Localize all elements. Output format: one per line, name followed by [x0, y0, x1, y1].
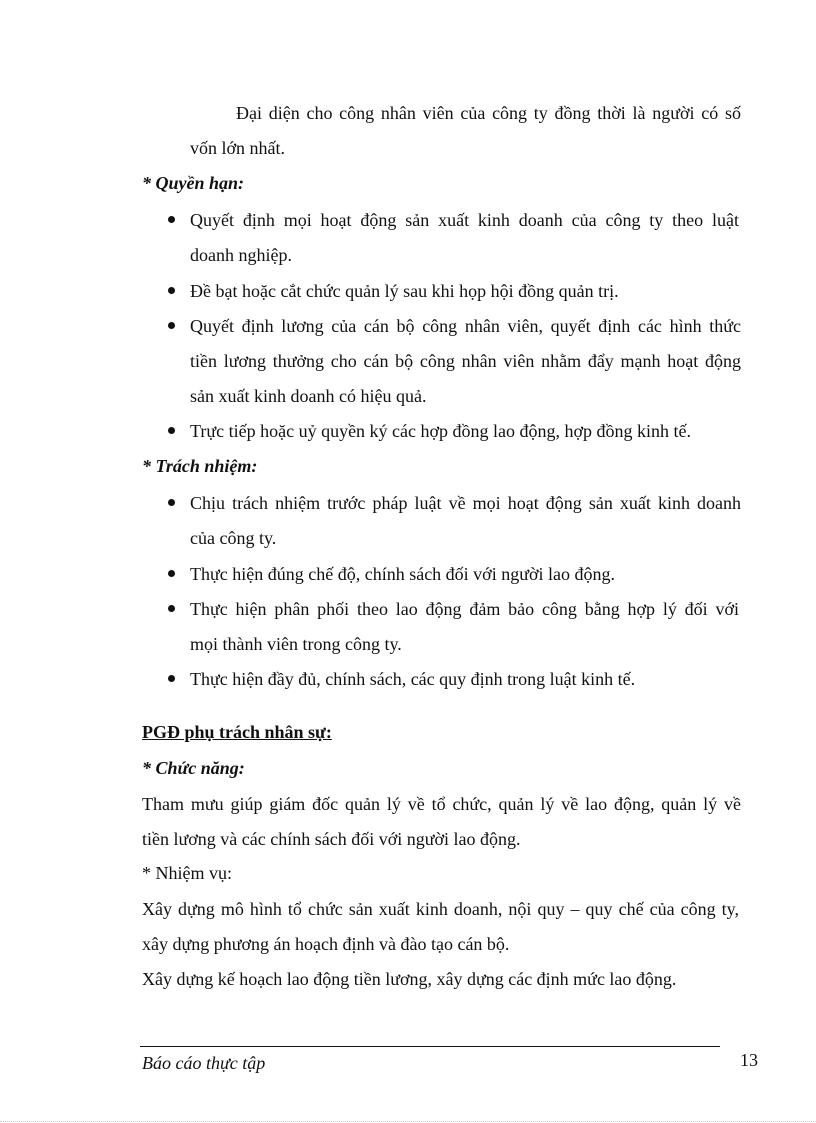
nhiem-vu-line-3: Xây dựng kế hoạch lao động tiền lương, xây dựng các định mức lao động. — [142, 969, 677, 989]
quyen-han-item-2-line-1: Đề bạt hoặc cắt chức quản lý sau khi họp hội đồng quản trị. — [190, 281, 619, 301]
page-number: 13 — [740, 1050, 758, 1070]
quyen-han-item-1-line-2: doanh nghiệp. — [190, 245, 292, 265]
bullet-icon — [168, 287, 175, 294]
bullet-icon — [168, 322, 175, 329]
bullet-icon — [168, 427, 175, 434]
page-bottom-border — [0, 1121, 816, 1122]
chuc-nang-line-2: tiền lương và các chính sách đối với người lao động. — [142, 829, 521, 849]
quyen-han-item-3-line-2: tiền lương thưởng cho cán bộ công nhân viên nhằm đẩy mạnh hoạt động — [190, 351, 741, 371]
trach-nhiem-item-1-line-2: của công ty. — [190, 528, 277, 548]
trach-nhiem-item-4-line-1: Thực hiện đầy đủ, chính sách, các quy định trong luật kinh tế. — [190, 669, 636, 689]
trach-nhiem-heading: * Trách nhiệm: — [142, 456, 258, 476]
quyen-han-item-3-line-1: Quyết định lương của cán bộ công nhân viên, quyết định các hình thức — [190, 316, 741, 336]
nhiem-vu-heading: * Nhiệm vụ: — [142, 863, 232, 883]
nhiem-vu-line-1: Xây dựng mô hình tổ chức sản xuất kinh doanh, nội quy – quy chế của công ty, — [142, 899, 739, 919]
quyen-han-item-1-line-1: Quyết định mọi hoạt động sản xuất kinh doanh của công ty theo luật — [190, 210, 739, 230]
bullet-icon — [168, 570, 175, 577]
intro-line-1: Đại diện cho công nhân viên của công ty đồng thời là người có số — [236, 103, 741, 123]
bullet-icon — [168, 499, 175, 506]
bullet-icon — [168, 675, 175, 682]
pgd-section-title: PGĐ phụ trách nhân sự: — [142, 722, 332, 742]
bullet-icon — [168, 216, 175, 223]
footer-rule — [140, 1046, 720, 1047]
quyen-han-item-4-line-1: Trực tiếp hoặc uỷ quyền ký các hợp đồng lao động, hợp đồng kinh tế. — [190, 421, 692, 441]
trach-nhiem-item-2-line-1: Thực hiện đúng chế độ, chính sách đối với người lao động. — [190, 564, 615, 584]
trach-nhiem-item-1-line-1: Chịu trách nhiệm trước pháp luật về mọi hoạt động sản xuất kinh doanh — [190, 493, 741, 513]
quyen-han-heading: * Quyền hạn: — [142, 173, 245, 193]
chuc-nang-line-1: Tham mưu giúp giám đốc quản lý về tổ chức, quản lý về lao động, quản lý về — [142, 794, 741, 814]
bullet-icon — [168, 605, 175, 612]
nhiem-vu-line-2: xây dựng phương án hoạch định và đào tạo cán bộ. — [142, 934, 510, 954]
chuc-nang-heading: * Chức năng: — [142, 758, 245, 778]
intro-line-2: vốn lớn nhất. — [190, 138, 286, 158]
trach-nhiem-item-3-line-2: mọi thành viên trong công ty. — [190, 634, 402, 654]
footer-title: Báo cáo thực tập — [142, 1053, 266, 1073]
trach-nhiem-item-3-line-1: Thực hiện phân phối theo lao động đảm bảo công bằng hợp lý đối với — [190, 599, 739, 619]
quyen-han-item-3-line-3: sản xuất kinh doanh có hiệu quả. — [190, 386, 427, 406]
